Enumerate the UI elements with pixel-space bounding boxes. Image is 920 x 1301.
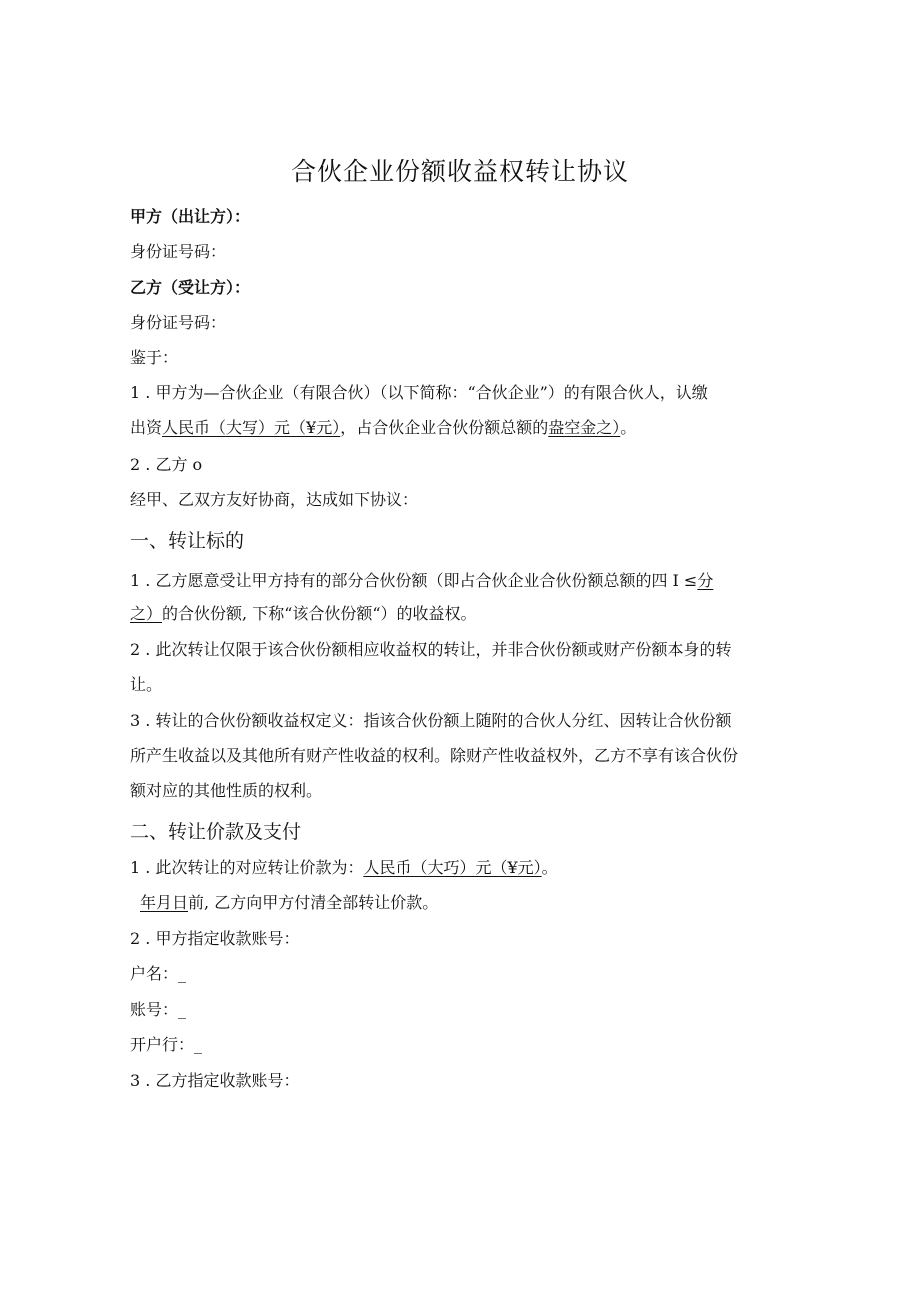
section-2-heading: 二、转让价款及支付	[130, 821, 302, 843]
section-1-heading: 一、转让标的	[130, 530, 245, 552]
whereas-2: 2 . 乙方 o	[130, 455, 203, 474]
s1-item-3-line-3: 额对应的其他性质的权利。	[130, 781, 323, 800]
whereas-1-line-2	[130, 418, 790, 438]
s1-item-3-line-1: 3 . 转让的合伙份额收益权定义：指该合伙份额上随附的合伙人分红、因转让合伙份额	[130, 711, 732, 730]
s2-deadline-text: 前, 乙方向甲方付清全部转让价款。	[188, 893, 439, 912]
whereas-1-suffix: 。	[620, 418, 637, 437]
account-bank-field: 开户行：_	[130, 1035, 203, 1054]
s1-item-1-line-2	[130, 604, 790, 624]
s2-item-2: 2 . 甲方指定收款账号：	[130, 929, 300, 948]
s2-item-1-suffix: 。	[541, 858, 558, 877]
whereas-label: 鉴于：	[130, 348, 179, 367]
party-b-label: 乙方（受让方）：	[130, 278, 251, 297]
s1-item-1-blank-b: 之）	[130, 604, 163, 623]
page-title: 合伙企业份额收益权转让协议	[290, 157, 629, 186]
s1-item-1-continuation: 的合伙份额, 下称“该合伙份额“）的收益权。	[162, 604, 477, 623]
account-number-field: 账号：_	[130, 1000, 187, 1019]
s2-item-1-text: 1 . 此次转让的对应转让价款为：	[130, 858, 364, 877]
s1-item-2-line-1: 2 . 此次转让仅限于该合伙份额相应收益权的转让，并非合伙份额或财产份额本身的转	[130, 640, 732, 659]
s2-item-3: 3 . 乙方指定收款账号：	[130, 1071, 300, 1090]
account-name-field: 户名：_	[130, 964, 187, 983]
s1-item-1-blank-a: 分	[697, 571, 714, 590]
s1-item-3-line-2: 所产生收益以及其他所有财产性收益的权利。除财产性收益权外，乙方不享有该合伙份	[130, 746, 739, 765]
s2-item-1-price-blank: 人民币（大巧）元（¥元）	[363, 858, 542, 877]
party-b-id-label: 身份证号码：	[130, 313, 227, 332]
party-a-id-label: 身份证号码：	[130, 242, 227, 261]
party-a-label: 甲方（出让方）：	[130, 207, 251, 226]
s2-item-1-deadline	[140, 893, 800, 913]
s2-item-1	[130, 858, 790, 878]
whereas-1-middle: ，占合伙企业合伙份额总额的	[340, 418, 549, 437]
s1-item-1-text: 1 . 乙方愿意受让甲方持有的部分合伙份额（即占合伙企业合伙份额总额的四 I ≤	[130, 571, 698, 590]
whereas-1-line-1: 1 . 甲方为—合伙企业（有限合伙）（以下简称：“合伙企业”）的有限合伙人，认缴	[130, 383, 708, 402]
s2-date-blank: 年月日	[140, 893, 189, 912]
s1-item-1-line-1	[130, 571, 790, 591]
whereas-1-prefix: 出资	[130, 418, 163, 437]
agreement-intro: 经甲、乙双方友好协商，达成如下协议：	[130, 490, 419, 509]
whereas-1-ratio-blank: 盎空金之）	[548, 418, 621, 437]
s1-item-2-line-2: 让。	[130, 675, 163, 694]
whereas-1-amount-blank: 人民币（大写）元（¥元）	[162, 418, 341, 437]
